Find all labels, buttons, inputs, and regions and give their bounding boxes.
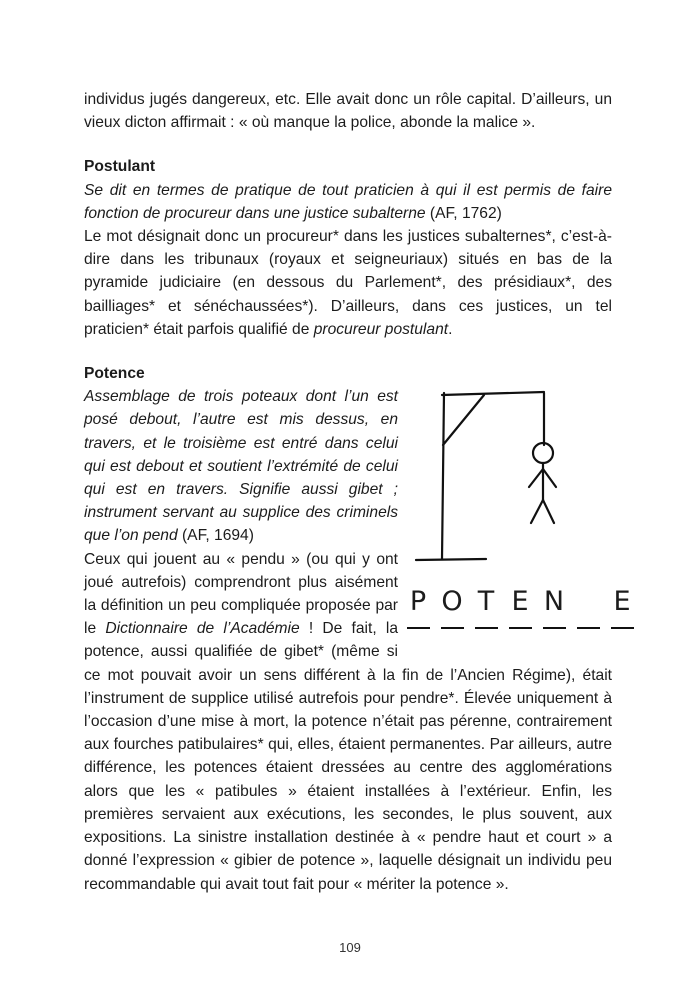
hangman-letter: E <box>613 586 631 618</box>
gallows-beam <box>442 392 544 395</box>
entry-definition-postulant <box>84 179 612 225</box>
hanged-leg-left <box>531 500 543 523</box>
hangman-letter: N <box>543 586 565 618</box>
body-title: Dictionnaire de l’Académie <box>105 620 300 638</box>
gallows-base <box>416 559 486 560</box>
definition-source: (AF, 1694) <box>177 527 254 545</box>
entry-potence <box>84 362 631 896</box>
entry-heading-postulant: Postulant <box>84 158 156 176</box>
hanged-head <box>533 443 553 463</box>
body-text-continued: ! De fait, la potence, aussi qualifiée de gibet* (même si ce mot pouvait avoir un sens différent à la fin de l’Ancien Régime), était l’instrument de supplice utilisé autrefois pour pendre*. Élevée uniquement à l’occasion d’une mise à mort, la potence n’était pas pérenne, contrairement aux fourches patibulaires* qui, elles, étaient permanentes. Par ailleurs, autre différence, les potences étaient dressées au centre des agglomérations alors que les « patibules » étaient installées à l’extérieur. Enfin, les premières servaient aux exécutions, les secondes, le plus souvent, aux expositions. La sinistre installation destinée à « pendre haut et court » a donné l’expression « gibier de potence », laquelle désignait un individu peu recommandable qui avait tout fait pour « mériter la potence ». <box>84 620 612 893</box>
hanged-leg-right <box>543 500 554 523</box>
hanged-arm-right <box>543 469 556 487</box>
body-term: procureur postulant <box>313 320 449 338</box>
intro-paragraph: individus jugés dangereux, etc. Elle avait donc un rôle capital. D’ailleurs, un vieux dicton affirmait : « où manque la police, abonde la malice ». <box>84 91 612 132</box>
entry-postulant <box>84 155 612 341</box>
hangman-dashes <box>402 586 652 640</box>
gallows-post <box>442 393 444 559</box>
entry-body-postulant <box>84 225 612 341</box>
hangman-letter: O <box>441 586 463 618</box>
body-text: Ceux qui jouent au « pendu » (ou qui y ont joué autrefois) comprendront plus aisément la définition un peu compliquée proposée par le <box>84 550 398 638</box>
body-text-end: . <box>448 320 453 338</box>
definition-text: Se dit en termes de pratique de tout praticien à qui il est permis de faire fonction de procureur dans une justice subalterne <box>84 181 612 222</box>
hangman-letter: T <box>477 586 495 618</box>
body-text: Le mot désignait donc un procureur* dans les justices subalternes*, c’est-à-dire dans les tribunaux (royaux et seigneuriaux) situés en bas de la pyramide judiciaire (en dessous du Parlement*, des présidiaux*, des bailliages* et sénéchaussées*). D’ailleurs, dans ces justices, un tel praticien* était parfois qualifié de <box>84 228 612 338</box>
definition-source: (AF, 1762) <box>425 204 502 222</box>
hangman-drawing <box>402 385 642 645</box>
entry-heading-potence: Potence <box>84 365 145 383</box>
page-body <box>84 88 631 917</box>
definition-text: Assemblage de trois poteaux dont l’un est posé debout, l’autre est mis dessus, en travers, et le troisième est entré dans celui qui est debout et soutient l’extrémité de celui qui est en travers. Signifie aussi gibet ; instrument servant au supplice des criminels que l’on pend <box>84 388 398 545</box>
gallows-brace <box>443 395 484 445</box>
page-number: 109 <box>339 940 361 955</box>
hanged-arm-left <box>529 469 543 487</box>
hangman-letter: P <box>409 586 427 618</box>
hangman-letter: E <box>511 586 529 618</box>
